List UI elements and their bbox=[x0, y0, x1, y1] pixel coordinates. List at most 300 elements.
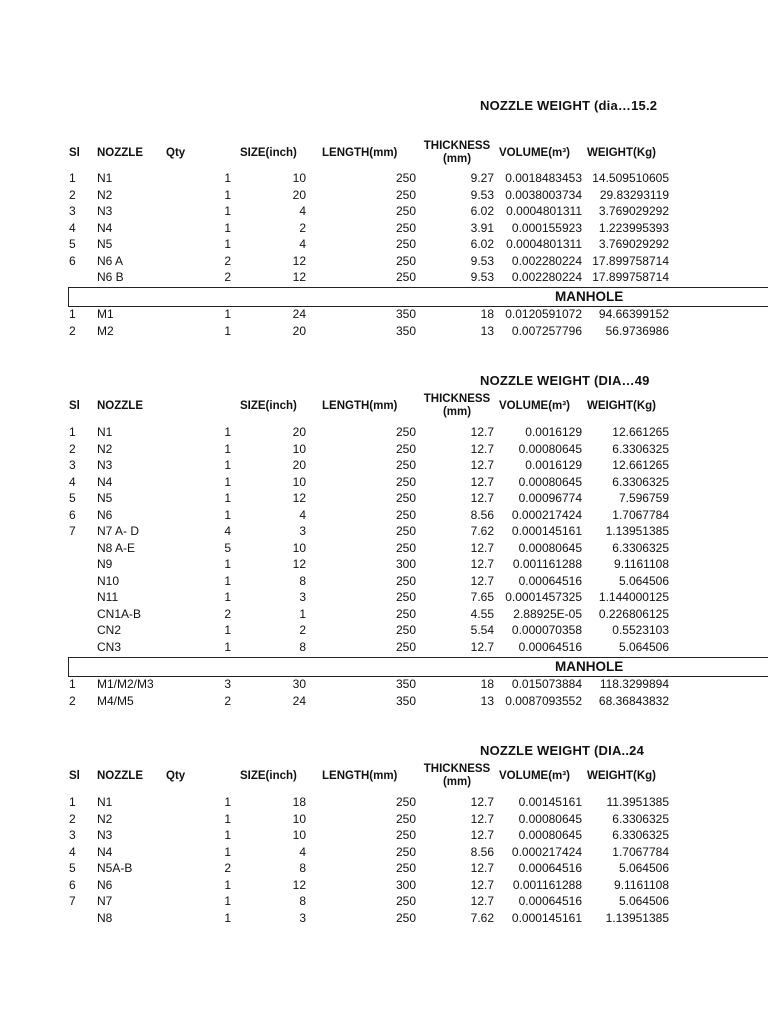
row-volume: 0.00080645 bbox=[518, 828, 582, 842]
row-weight: 1.13951385 bbox=[605, 524, 669, 538]
row-si: 4 bbox=[69, 474, 76, 489]
row-thickness: 12.7 bbox=[470, 557, 494, 571]
row-qty: 1 bbox=[224, 204, 231, 218]
row-thickness: 4.55 bbox=[470, 606, 494, 621]
table-row bbox=[0, 269, 768, 285]
row-nozzle: N5 bbox=[97, 491, 113, 505]
row-qty: 2 bbox=[224, 270, 231, 284]
row-volume: 0.0120591072 bbox=[505, 307, 582, 321]
row-size: 3 bbox=[299, 524, 306, 538]
col-header-thickness-line2: (mm) bbox=[442, 406, 472, 418]
table-row bbox=[0, 236, 768, 252]
row-length: 250 bbox=[395, 844, 416, 859]
row-si: 1 bbox=[69, 795, 76, 809]
table-row bbox=[0, 424, 768, 440]
row-weight: 5.064506 bbox=[618, 894, 669, 908]
table-row bbox=[0, 877, 768, 893]
row-volume: 0.0018483453 bbox=[505, 171, 582, 185]
row-length: 250 bbox=[395, 795, 416, 809]
row-size: 8 bbox=[299, 573, 306, 588]
row-thickness: 12.7 bbox=[470, 491, 494, 505]
row-size: 30 bbox=[292, 677, 306, 691]
row-nozzle: N4 bbox=[97, 844, 113, 859]
table-row bbox=[0, 556, 768, 572]
row-length: 250 bbox=[395, 590, 416, 604]
row-qty: 1 bbox=[224, 441, 231, 456]
row-si: 1 bbox=[69, 677, 76, 691]
row-volume: 0.000145161 bbox=[511, 910, 582, 925]
col-header-si: Sl bbox=[69, 770, 80, 782]
row-volume: 0.000145161 bbox=[511, 524, 582, 538]
row-volume: 0.00080645 bbox=[518, 474, 582, 489]
row-si: 6 bbox=[69, 253, 76, 268]
row-weight: 118.3299894 bbox=[599, 677, 669, 691]
row-size: 8 bbox=[299, 861, 306, 875]
row-thickness: 12.7 bbox=[470, 811, 494, 826]
manhole-label: MANHOLE bbox=[555, 289, 624, 304]
row-weight: 0.226806125 bbox=[598, 606, 669, 621]
row-size: 8 bbox=[299, 639, 306, 654]
row-si: 2 bbox=[69, 811, 76, 826]
row-volume: 0.000217424 bbox=[511, 507, 582, 522]
row-size: 24 bbox=[292, 693, 306, 708]
table-row bbox=[0, 540, 768, 556]
row-volume: 0.00080645 bbox=[518, 441, 582, 456]
row-size: 10 bbox=[292, 474, 306, 489]
row-thickness: 12.7 bbox=[470, 540, 494, 555]
row-si: 6 bbox=[69, 507, 76, 522]
row-weight: 94.66399152 bbox=[598, 307, 669, 321]
row-size: 4 bbox=[299, 237, 306, 251]
col-header-volume: VOLUME(m³) bbox=[499, 770, 570, 782]
row-size: 1 bbox=[299, 606, 306, 621]
row-size: 20 bbox=[292, 425, 306, 439]
col-header-weight: WEIGHT(Kg) bbox=[587, 147, 656, 159]
row-volume: 0.0004801311 bbox=[506, 237, 582, 251]
row-qty: 5 bbox=[224, 540, 231, 555]
row-volume: 0.00064516 bbox=[518, 861, 582, 875]
row-nozzle: N7 A- D bbox=[97, 524, 140, 538]
row-thickness: 8.56 bbox=[470, 507, 494, 522]
row-qty: 1 bbox=[224, 623, 231, 637]
row-length: 250 bbox=[395, 573, 416, 588]
row-thickness: 12.7 bbox=[470, 894, 494, 908]
table-row bbox=[0, 170, 768, 186]
row-nozzle: N8 A-E bbox=[97, 540, 136, 555]
table-row bbox=[0, 441, 768, 457]
manhole-header bbox=[68, 657, 768, 677]
col-header-nozzle: NOZZLE bbox=[97, 770, 143, 782]
table-row bbox=[0, 794, 768, 810]
row-thickness: 8.56 bbox=[470, 844, 494, 859]
row-size: 12 bbox=[292, 491, 306, 505]
row-size: 12 bbox=[292, 270, 306, 284]
row-qty: 1 bbox=[224, 828, 231, 842]
row-size: 12 bbox=[292, 253, 306, 268]
row-thickness: 12.7 bbox=[470, 425, 494, 439]
row-thickness: 12.7 bbox=[470, 474, 494, 489]
row-nozzle: N5A-B bbox=[97, 861, 133, 875]
row-thickness: 9.53 bbox=[470, 187, 494, 202]
row-qty: 1 bbox=[224, 474, 231, 489]
row-length: 250 bbox=[395, 811, 416, 826]
row-volume: 0.0016129 bbox=[525, 425, 582, 439]
table-row bbox=[0, 573, 768, 589]
row-weight: 12.661265 bbox=[612, 458, 669, 472]
row-nozzle: M2 bbox=[97, 323, 114, 338]
table-row bbox=[0, 811, 768, 827]
row-si: 4 bbox=[69, 220, 76, 235]
row-si: 3 bbox=[69, 458, 76, 472]
row-thickness: 9.27 bbox=[470, 171, 494, 185]
row-length: 250 bbox=[395, 540, 416, 555]
manhole-row bbox=[0, 676, 768, 692]
col-header-qty: Qty bbox=[166, 147, 186, 159]
row-thickness: 12.7 bbox=[470, 639, 494, 654]
row-weight: 29.83293119 bbox=[599, 187, 669, 202]
row-qty: 1 bbox=[224, 307, 231, 321]
row-nozzle: N6 A bbox=[97, 253, 124, 268]
table-row bbox=[0, 523, 768, 539]
row-thickness: 3.91 bbox=[470, 220, 494, 235]
col-header-thickness-line2: (mm) bbox=[442, 776, 472, 788]
row-qty: 1 bbox=[224, 458, 231, 472]
row-volume: 0.000070358 bbox=[511, 623, 582, 637]
row-length: 250 bbox=[395, 270, 416, 284]
row-nozzle: N2 bbox=[97, 187, 113, 202]
row-size: 10 bbox=[292, 828, 306, 842]
row-volume: 0.00064516 bbox=[518, 639, 582, 654]
row-nozzle: N3 bbox=[97, 458, 113, 472]
row-size: 20 bbox=[292, 187, 306, 202]
row-nozzle: N11 bbox=[97, 590, 119, 604]
row-qty: 2 bbox=[224, 253, 231, 268]
row-thickness: 13 bbox=[480, 323, 494, 338]
row-weight: 7.596759 bbox=[618, 491, 669, 505]
row-thickness: 13 bbox=[480, 693, 494, 708]
row-weight: 3.769029292 bbox=[598, 204, 669, 218]
row-volume: 0.000155923 bbox=[511, 220, 582, 235]
col-header-thickness bbox=[420, 140, 494, 166]
row-si: 4 bbox=[69, 844, 76, 859]
row-size: 20 bbox=[292, 458, 306, 472]
row-thickness: 12.7 bbox=[470, 573, 494, 588]
row-nozzle: M1/M2/M3 bbox=[97, 677, 154, 691]
col-header-nozzle: NOZZLE bbox=[97, 400, 143, 412]
row-qty: 2 bbox=[224, 861, 231, 875]
row-si: 1 bbox=[69, 307, 76, 321]
col-header-thickness bbox=[420, 393, 494, 419]
row-weight: 1.13951385 bbox=[605, 910, 669, 925]
row-qty: 2 bbox=[224, 606, 231, 621]
row-qty: 1 bbox=[224, 171, 231, 185]
row-size: 4 bbox=[299, 204, 306, 218]
row-weight: 11.3951385 bbox=[606, 795, 669, 809]
row-qty: 1 bbox=[224, 491, 231, 505]
row-thickness: 12.7 bbox=[470, 441, 494, 456]
table-row bbox=[0, 827, 768, 843]
row-volume: 0.0087093552 bbox=[505, 693, 582, 708]
row-si: 7 bbox=[69, 524, 76, 538]
row-size: 2 bbox=[299, 220, 306, 235]
col-header-nozzle: NOZZLE bbox=[97, 147, 143, 159]
section-title: NOZZLE WEIGHT (dia…15.2 bbox=[480, 98, 658, 113]
col-header-thickness-line1: THICKNESS bbox=[423, 763, 491, 775]
col-header-length: LENGTH(mm) bbox=[322, 770, 398, 782]
row-weight: 1.7067784 bbox=[612, 844, 669, 859]
row-length: 350 bbox=[395, 677, 416, 691]
row-length: 250 bbox=[395, 171, 416, 185]
row-length: 250 bbox=[395, 425, 416, 439]
row-thickness: 12.7 bbox=[470, 795, 494, 809]
col-header-length: LENGTH(mm) bbox=[322, 400, 398, 412]
row-weight: 5.064506 bbox=[618, 573, 669, 588]
row-si: 1 bbox=[69, 171, 76, 185]
row-nozzle: N6 bbox=[97, 877, 113, 892]
row-weight: 6.3306325 bbox=[612, 811, 669, 826]
row-length: 250 bbox=[395, 187, 416, 202]
row-length: 250 bbox=[395, 253, 416, 268]
row-nozzle: N4 bbox=[97, 474, 113, 489]
row-length: 300 bbox=[395, 877, 416, 892]
row-volume: 0.00096774 bbox=[518, 491, 582, 505]
row-weight: 6.3306325 bbox=[612, 441, 669, 456]
row-thickness: 9.53 bbox=[470, 270, 494, 284]
row-thickness: 7.62 bbox=[470, 524, 494, 538]
table-row bbox=[0, 507, 768, 523]
row-nozzle: N7 bbox=[97, 894, 113, 908]
table-row bbox=[0, 220, 768, 236]
col-header-thickness-line1: THICKNESS bbox=[423, 393, 491, 405]
table-row bbox=[0, 606, 768, 622]
row-volume: 0.007257796 bbox=[511, 323, 582, 338]
row-size: 20 bbox=[292, 323, 306, 338]
row-length: 250 bbox=[395, 220, 416, 235]
row-nozzle: M1 bbox=[97, 307, 114, 321]
row-nozzle: N8 bbox=[97, 910, 113, 925]
row-length: 350 bbox=[395, 323, 416, 338]
row-qty: 1 bbox=[224, 639, 231, 654]
col-header-volume: VOLUME(m³) bbox=[499, 147, 570, 159]
table-row bbox=[0, 474, 768, 490]
row-thickness: 18 bbox=[480, 677, 494, 691]
row-thickness: 12.7 bbox=[470, 828, 494, 842]
row-length: 250 bbox=[395, 606, 416, 621]
table-row bbox=[0, 893, 768, 909]
row-nozzle: N4 bbox=[97, 220, 113, 235]
row-thickness: 6.02 bbox=[470, 237, 494, 251]
row-nozzle: N1 bbox=[97, 171, 113, 185]
row-qty: 1 bbox=[224, 507, 231, 522]
row-size: 3 bbox=[299, 910, 306, 925]
row-size: 8 bbox=[299, 894, 306, 908]
row-volume: 0.0004801311 bbox=[506, 204, 582, 218]
row-size: 24 bbox=[292, 307, 306, 321]
row-weight: 12.661265 bbox=[612, 425, 669, 439]
table-row bbox=[0, 844, 768, 860]
row-thickness: 7.62 bbox=[470, 910, 494, 925]
row-volume: 2.88925E-05 bbox=[513, 606, 582, 621]
row-volume: 0.015073884 bbox=[511, 677, 582, 691]
row-qty: 1 bbox=[224, 237, 231, 251]
row-qty: 1 bbox=[224, 220, 231, 235]
row-length: 250 bbox=[395, 441, 416, 456]
row-size: 2 bbox=[299, 623, 306, 637]
row-weight: 14.509510605 bbox=[592, 171, 669, 185]
section-title: NOZZLE WEIGHT (DIA..24 bbox=[480, 743, 645, 758]
row-qty: 3 bbox=[224, 677, 231, 691]
col-header-length: LENGTH(mm) bbox=[322, 147, 398, 159]
table-row bbox=[0, 860, 768, 876]
row-size: 10 bbox=[292, 171, 306, 185]
row-qty: 2 bbox=[224, 693, 231, 708]
row-nozzle: N6 B bbox=[97, 270, 124, 284]
table-row bbox=[0, 622, 768, 638]
row-weight: 9.1161108 bbox=[614, 877, 669, 892]
row-volume: 0.00064516 bbox=[518, 894, 582, 908]
col-header-size: SIZE(inch) bbox=[240, 147, 297, 159]
row-length: 250 bbox=[395, 894, 416, 908]
row-si: 2 bbox=[69, 441, 76, 456]
row-volume: 0.000217424 bbox=[511, 844, 582, 859]
row-size: 4 bbox=[299, 844, 306, 859]
manhole-row bbox=[0, 693, 768, 709]
row-length: 250 bbox=[395, 474, 416, 489]
row-weight: 17.899758714 bbox=[592, 253, 669, 268]
row-length: 250 bbox=[395, 458, 416, 472]
col-header-size: SIZE(inch) bbox=[240, 400, 297, 412]
table-row bbox=[0, 457, 768, 473]
table-row bbox=[0, 639, 768, 655]
table-row bbox=[0, 203, 768, 219]
row-thickness: 12.7 bbox=[470, 458, 494, 472]
row-volume: 0.0001457325 bbox=[505, 590, 582, 604]
row-volume: 0.0016129 bbox=[525, 458, 582, 472]
row-weight: 1.144000125 bbox=[598, 590, 669, 604]
row-qty: 1 bbox=[224, 910, 231, 925]
row-size: 3 bbox=[299, 590, 306, 604]
col-header-si: Sl bbox=[69, 147, 80, 159]
row-thickness: 6.02 bbox=[470, 204, 494, 218]
row-weight: 17.899758714 bbox=[592, 270, 669, 284]
row-volume: 0.001161288 bbox=[512, 877, 582, 892]
row-size: 10 bbox=[292, 540, 306, 555]
manhole-header bbox=[68, 287, 768, 307]
row-volume: 0.002280224 bbox=[511, 270, 582, 284]
row-si: 3 bbox=[69, 204, 76, 218]
row-nozzle: N5 bbox=[97, 237, 113, 251]
row-thickness: 12.7 bbox=[470, 877, 494, 892]
row-weight: 56.9736986 bbox=[605, 323, 669, 338]
row-weight: 9.1161108 bbox=[614, 557, 669, 571]
row-qty: 1 bbox=[224, 894, 231, 908]
row-si: 6 bbox=[69, 877, 76, 892]
row-weight: 6.3306325 bbox=[612, 474, 669, 489]
row-qty: 4 bbox=[224, 524, 231, 538]
row-nozzle: N2 bbox=[97, 811, 113, 826]
row-length: 300 bbox=[395, 557, 416, 571]
manhole-row bbox=[0, 306, 768, 322]
col-header-thickness bbox=[420, 763, 494, 789]
row-nozzle: N6 bbox=[97, 507, 113, 522]
table-row bbox=[0, 589, 768, 605]
row-thickness: 12.7 bbox=[470, 861, 494, 875]
col-header-size: SIZE(inch) bbox=[240, 770, 297, 782]
row-nozzle: N3 bbox=[97, 204, 113, 218]
row-weight: 68.36843832 bbox=[598, 693, 669, 708]
row-qty: 1 bbox=[224, 811, 231, 826]
row-weight: 5.064506 bbox=[618, 861, 669, 875]
row-length: 250 bbox=[395, 623, 416, 637]
row-volume: 0.002280224 bbox=[511, 253, 582, 268]
row-size: 10 bbox=[292, 811, 306, 826]
row-length: 250 bbox=[395, 861, 416, 875]
row-thickness: 18 bbox=[480, 307, 494, 321]
row-size: 12 bbox=[292, 877, 306, 892]
row-qty: 1 bbox=[224, 795, 231, 809]
row-qty: 1 bbox=[224, 425, 231, 439]
row-volume: 0.00145161 bbox=[518, 795, 582, 809]
row-si: 2 bbox=[69, 693, 76, 708]
row-thickness: 7.65 bbox=[470, 590, 494, 604]
row-length: 250 bbox=[395, 507, 416, 522]
row-length: 250 bbox=[395, 524, 416, 538]
row-si: 5 bbox=[69, 237, 76, 251]
row-nozzle: CN2 bbox=[97, 623, 122, 637]
row-volume: 0.00064516 bbox=[518, 573, 582, 588]
row-nozzle: N2 bbox=[97, 441, 113, 456]
row-si: 5 bbox=[69, 491, 76, 505]
row-si: 1 bbox=[69, 425, 76, 439]
row-weight: 6.3306325 bbox=[612, 828, 669, 842]
row-volume: 0.0038003734 bbox=[505, 187, 582, 202]
row-nozzle: N10 bbox=[97, 573, 120, 588]
row-qty: 1 bbox=[224, 323, 231, 338]
row-si: 3 bbox=[69, 828, 76, 842]
col-header-weight: WEIGHT(Kg) bbox=[587, 400, 656, 412]
row-weight: 0.5523103 bbox=[612, 623, 669, 637]
col-header-qty: Qty bbox=[166, 770, 186, 782]
manhole-row bbox=[0, 323, 768, 339]
table-row bbox=[0, 910, 768, 926]
row-volume: 0.00080645 bbox=[518, 811, 582, 826]
row-length: 250 bbox=[395, 828, 416, 842]
row-si: 2 bbox=[69, 323, 76, 338]
row-nozzle: N9 bbox=[97, 557, 113, 571]
table-row bbox=[0, 490, 768, 506]
row-length: 250 bbox=[395, 491, 416, 505]
table-row bbox=[0, 253, 768, 269]
row-size: 12 bbox=[292, 557, 306, 571]
row-nozzle: N1 bbox=[97, 795, 113, 809]
row-size: 4 bbox=[299, 507, 306, 522]
row-length: 250 bbox=[395, 639, 416, 654]
row-nozzle: N1 bbox=[97, 425, 113, 439]
col-header-volume: VOLUME(m³) bbox=[499, 400, 570, 412]
row-thickness: 9.53 bbox=[470, 253, 494, 268]
section-title: NOZZLE WEIGHT (DIA…49 bbox=[480, 373, 650, 388]
row-qty: 1 bbox=[224, 877, 231, 892]
row-si: 7 bbox=[69, 894, 76, 908]
col-header-thickness-line1: THICKNESS bbox=[423, 140, 491, 152]
row-qty: 1 bbox=[224, 573, 231, 588]
table-row bbox=[0, 187, 768, 203]
row-si: 2 bbox=[69, 187, 76, 202]
row-qty: 1 bbox=[224, 187, 231, 202]
row-length: 250 bbox=[395, 204, 416, 218]
row-volume: 0.001161288 bbox=[512, 557, 582, 571]
row-weight: 5.064506 bbox=[618, 639, 669, 654]
